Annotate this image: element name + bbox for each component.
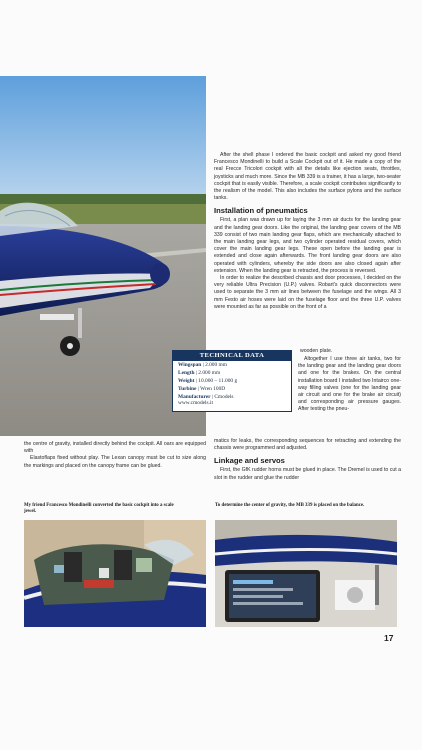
- linkage-paragraph-1: First, the GfK rudder horns must be glued in place. The Dremel is used to cut a slot in the rudder and glue the rudder: [214, 467, 401, 481]
- spec-manufacturer-value: | Cmodels: [211, 394, 234, 400]
- article-narrow-column: [298, 356, 401, 414]
- article-right-lower-column: [214, 438, 401, 482]
- spec-length-label: Length: [178, 370, 195, 376]
- spec-turbine-value: | Wren 100D: [197, 386, 226, 392]
- article-left-column: [24, 441, 206, 470]
- pneumatics-paragraph-2: In order to realize the described chassis and door processes, I decided on the very reliable Ultra Precision (U.P.) valves. Robart's quick disconnectors were used to separate the 3 mm air lines between the fuselage and the wings. All 3 mm Festo air hoses were laid on the fuselage floor and the three U.P. valves were mounted as far as possible on the front of a: [214, 275, 401, 310]
- spec-manufacturer-label: Manufacturer: [178, 394, 211, 400]
- pneumatics-paragraph-3: Altogether I use three air tanks, two for the landing gear and the landing gear doors and one for the brakes. On the central installation board I installed two Intairco one-way filling valves (one for the landing gear air circuit and one for the brake air circuit) and corresponding air pressure gauges. After testing the pneu-: [298, 356, 401, 413]
- spec-weight: [173, 377, 291, 385]
- pneumatics-paragraph-1: First, a plan was drawn up for laying the 3 mm air ducts for the landing gear and the landing gear doors. Like the original, the landing gear covers of the MB 339 consist of two main landing gear flaps, which are mechanically attached to the main landing gear legs, and two cylinder operated residual covers, which cover the main landing gear legs. These open before the landing gear is extended and close again afterwards. The front landing gear doors are also operated with cylinders, whereby the side doors are also closed again after extension. When the landing gear is retracted, the process is reversed.: [214, 217, 401, 274]
- page-number: 17: [384, 633, 394, 643]
- caption-cockpit-photo: My friend Francesco Mondinelli converted the basic cockpit into a scale jewel.: [24, 503, 174, 514]
- cockpit-illustration: [24, 520, 206, 627]
- pneumatics-paragraph-3-continued: matics for leaks, the corresponding sequences for retracting and extending the chassis were programmed and adjusted.: [214, 438, 401, 452]
- article-right-column: [214, 152, 401, 311]
- left-paragraph-2: Elastoflaps fixed without play. The Lexan canopy must be cut to size along the markings and placed on the canopy frame can be glued.: [24, 455, 206, 469]
- section-heading-pneumatics: Installation of pneumatics: [214, 206, 308, 216]
- spec-wingspan: [173, 361, 291, 369]
- section-heading-linkage: Linkage and servos: [214, 456, 285, 466]
- spec-turbine-label: Turbine: [178, 386, 197, 392]
- caption-balance-photo: To determine the center of gravity, the MB 339 is placed on the balance.: [215, 503, 365, 508]
- pneumatics-paragraph-2-end: [300, 348, 401, 355]
- technical-data-title: TECHNICAL DATA: [173, 351, 291, 361]
- photo-scale-cockpit: [24, 520, 206, 627]
- spec-wingspan-label: Wingspan: [178, 362, 202, 368]
- intro-paragraph: After the shell phase I ordered the basic cockpit and asked my good friend Francesco Mondinelli to build a Scale Cockpit out of it. He made a copy of the real Frecce Tricolori cockpit with all the details like ejection seats, throttles, joysticks and much more. Since the MB 339 is a trainer, it has a large, two-seater cockpit that is easily visible. Therefore, a scale cockpit contributes significantly to the realism of the model. This also includes the surface pylons and the surface tanks.: [214, 152, 401, 202]
- spec-wingspan-value: | 2.000 mm: [202, 362, 227, 368]
- pneumatics-paragraph-2-tail: wooden plate.: [300, 348, 333, 354]
- spec-turbine: [173, 385, 291, 393]
- photo-center-of-gravity: [215, 520, 397, 627]
- manufacturer-url: www.cmodels.it: [178, 400, 213, 406]
- spec-weight-label: Weight: [178, 378, 195, 384]
- spec-length: [173, 369, 291, 377]
- left-paragraph-1: the centre of gravity, installed directly behind the cockpit. All oars are equipped with: [24, 441, 206, 455]
- technical-data-box: [172, 350, 292, 412]
- balance-illustration: [215, 520, 397, 627]
- spec-weight-value: | 10.000 – 11.000 g: [195, 378, 238, 384]
- spec-length-value: | 2.000 mm: [195, 370, 221, 376]
